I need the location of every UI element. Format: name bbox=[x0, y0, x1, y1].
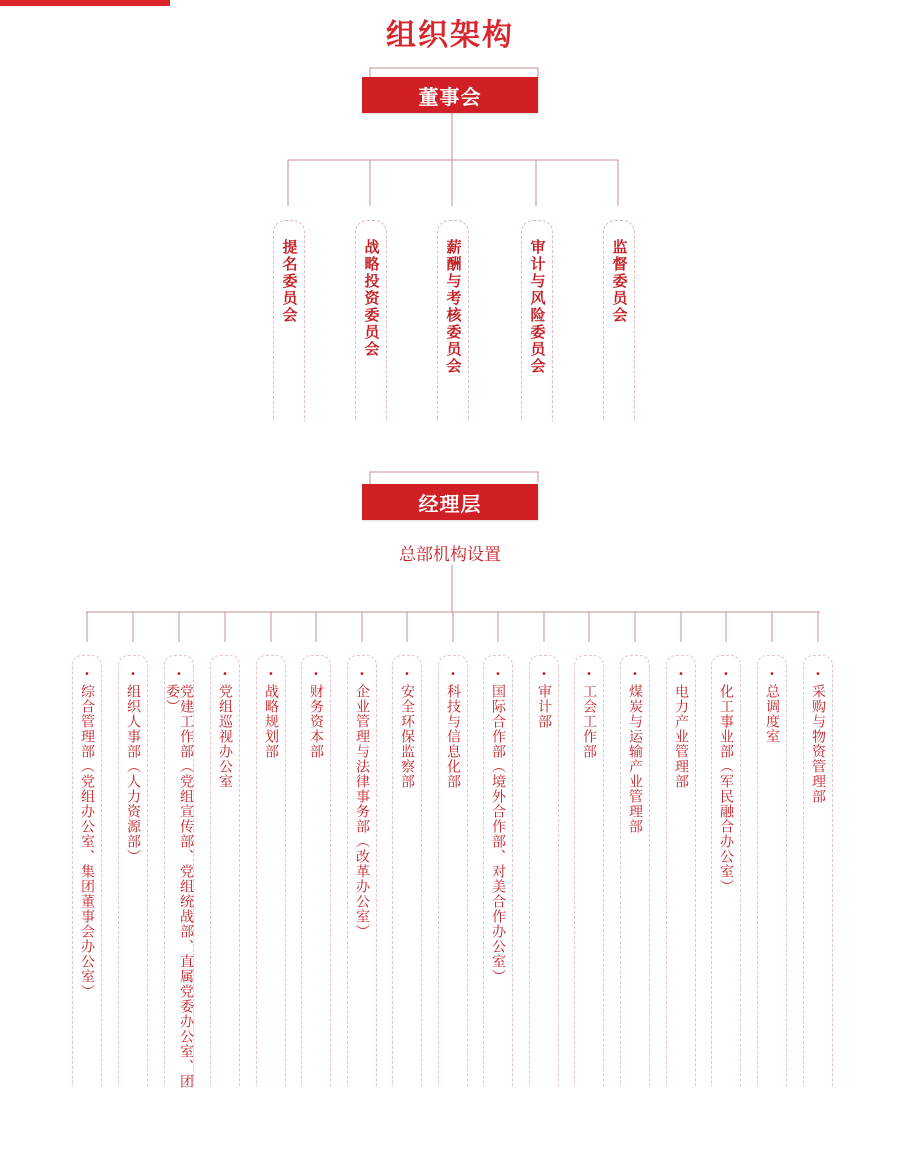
dept-party-building bbox=[164, 655, 194, 1089]
dept-label: 煤炭与运输产业管理部 bbox=[627, 684, 643, 834]
dept-label: 采购与物资管理部 bbox=[810, 684, 826, 804]
dept-audit bbox=[529, 655, 559, 1086]
dept-procurement-materials bbox=[803, 655, 833, 1086]
bullet-dot: • bbox=[586, 669, 592, 680]
dept-label: 财务资本部 bbox=[308, 684, 324, 759]
dept-label: 工会工作部 bbox=[581, 684, 597, 759]
dept-label: 战略规划部 bbox=[263, 684, 279, 759]
dept-technology-it bbox=[438, 655, 468, 1086]
bullet-dot: • bbox=[678, 669, 684, 680]
dept-organization-personnel bbox=[118, 655, 148, 1086]
dept-power-industry bbox=[666, 655, 696, 1086]
bullet-dot: • bbox=[84, 669, 90, 680]
committee-label: 战略投资委员会 bbox=[362, 239, 381, 358]
dept-label: 审计部 bbox=[536, 684, 552, 729]
committee-label: 提名委员会 bbox=[280, 239, 299, 324]
bullet-dot: • bbox=[130, 669, 136, 680]
dept-label: 企业管理与法律事务部（改革办公室） bbox=[354, 684, 370, 939]
dept-enterprise-legal bbox=[347, 655, 377, 1086]
dept-general-dispatch bbox=[757, 655, 787, 1086]
committee-strategy-investment bbox=[355, 220, 387, 421]
dept-label: 安全环保监察部 bbox=[399, 684, 415, 789]
bullet-dot: • bbox=[176, 669, 182, 680]
dept-safety-environment bbox=[392, 655, 422, 1086]
bullet-dot: • bbox=[495, 669, 501, 680]
bullet-dot: • bbox=[815, 669, 821, 680]
page-title: 组织架构 bbox=[386, 18, 514, 53]
bullet-dot: • bbox=[313, 669, 319, 680]
bullet-dot: • bbox=[541, 669, 547, 680]
dept-label: 党组巡视办公室 bbox=[217, 684, 233, 789]
dept-label: 综合管理部（党组办公室、集团董事会办公室） bbox=[79, 684, 95, 999]
board-of-directors-box: 董事会 bbox=[362, 77, 538, 113]
committee-compensation-assessment bbox=[437, 220, 469, 421]
committee-label: 监督委员会 bbox=[610, 239, 629, 324]
dept-label: 国际合作部（境外合作部、对美合作办公室） bbox=[490, 684, 506, 984]
dept-strategic-planning bbox=[256, 655, 286, 1086]
committee-supervision bbox=[603, 220, 635, 421]
committee-nomination bbox=[273, 220, 305, 421]
dept-labor-union bbox=[574, 655, 604, 1086]
management-box: 经理层 bbox=[362, 484, 538, 520]
bullet-dot: • bbox=[222, 669, 228, 680]
dept-label: 组织人事部（人力资源部） bbox=[125, 684, 141, 864]
bullet-dot: • bbox=[359, 669, 365, 680]
committee-label: 薪酬与考核委员会 bbox=[444, 239, 463, 375]
dept-label: 化工事业部（军民融合办公室） bbox=[718, 684, 734, 894]
dept-coal-transport bbox=[620, 655, 650, 1086]
dept-label: 总调度室 bbox=[764, 684, 780, 744]
bullet-dot: • bbox=[450, 669, 456, 680]
bullet-dot: • bbox=[268, 669, 274, 680]
dept-label: 党建工作部（党组宣传部、党组统战部、直属党委办公室、团委） bbox=[164, 684, 194, 1089]
dept-inspection-office bbox=[210, 655, 240, 1086]
dept-label: 科技与信息化部 bbox=[445, 684, 461, 789]
bullet-dot: • bbox=[723, 669, 729, 680]
bullet-dot: • bbox=[632, 669, 638, 680]
dept-general-management bbox=[72, 655, 102, 1086]
bullet-dot: • bbox=[769, 669, 775, 680]
dept-finance-capital bbox=[301, 655, 331, 1086]
dept-chemical-division bbox=[711, 655, 741, 1086]
hq-structure-subtitle: 总部机构设置 bbox=[399, 545, 501, 565]
dept-label: 电力产业管理部 bbox=[673, 684, 689, 789]
committee-label: 审计与风险委员会 bbox=[528, 239, 547, 375]
bullet-dot: • bbox=[404, 669, 410, 680]
dept-international-cooperation bbox=[483, 655, 513, 1086]
committee-audit-risk bbox=[521, 220, 553, 421]
